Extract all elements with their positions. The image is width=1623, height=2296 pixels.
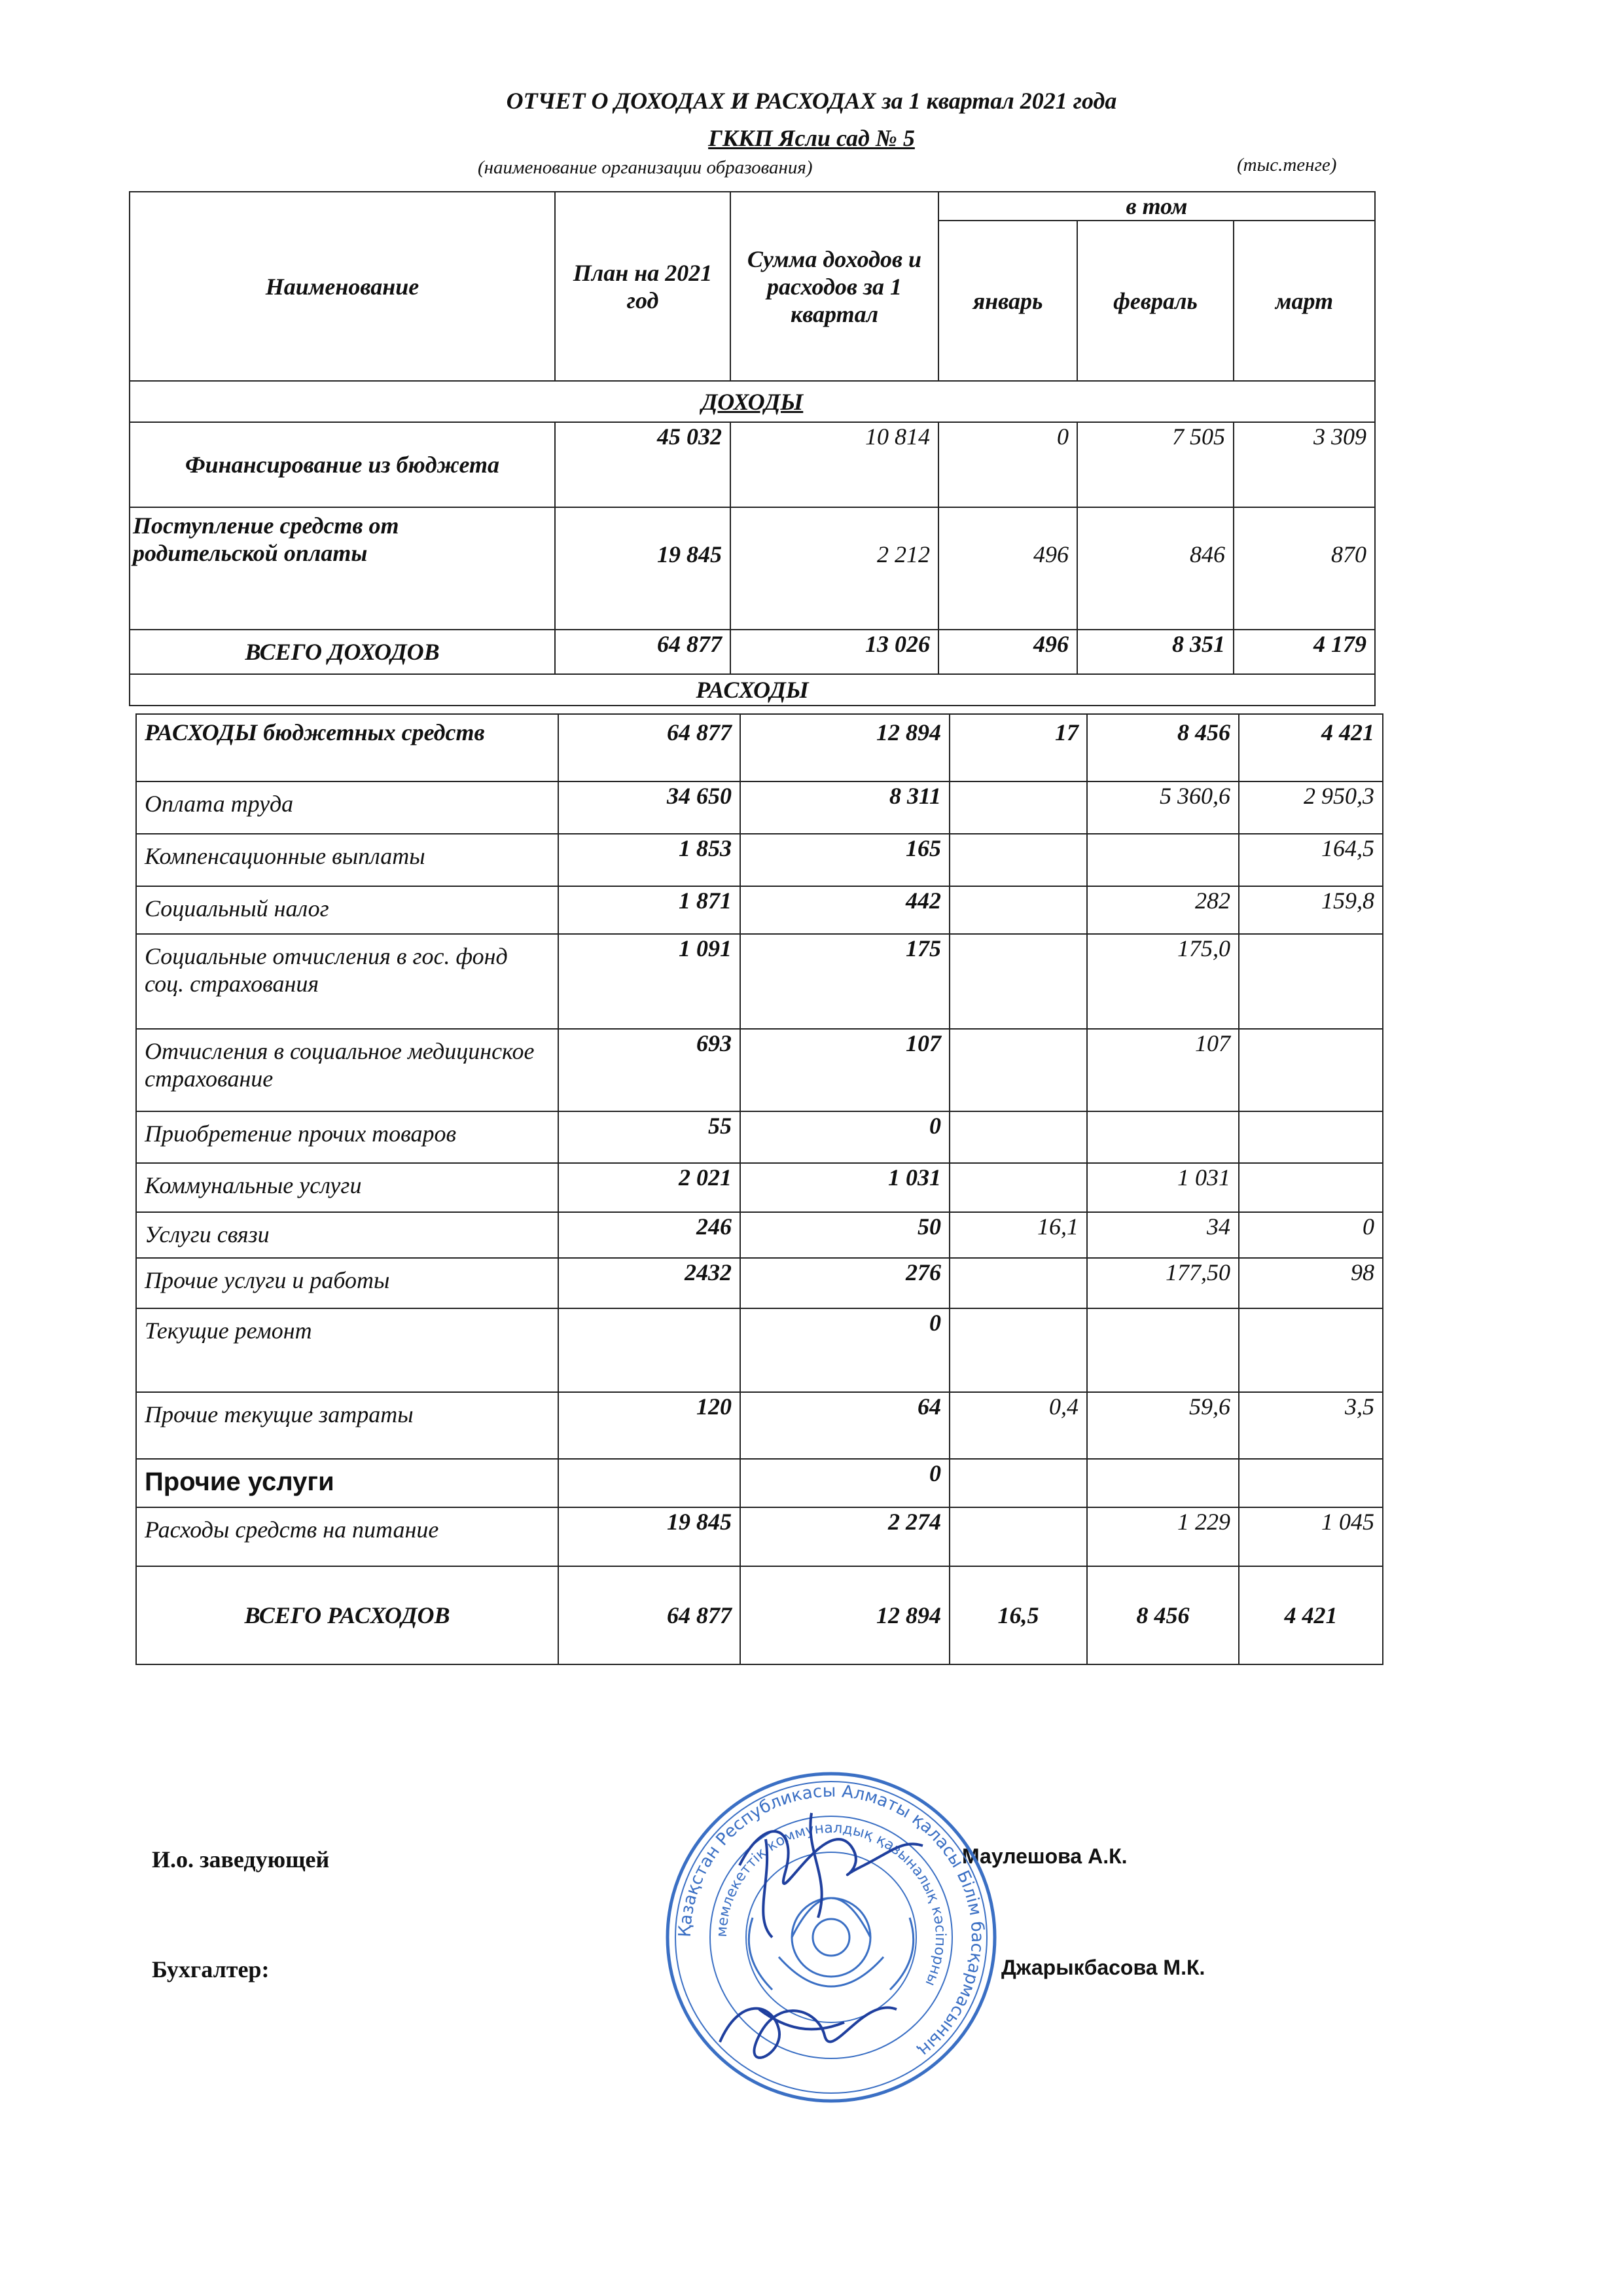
col-header-group: в том [938,192,1375,221]
row-name: Поступление средств от родительской оплаты [130,507,555,630]
income-section-title: ДОХОДЫ [130,381,1375,422]
cell-jan: 17 [950,714,1087,781]
cell-jan [950,886,1087,934]
col-header-jan: январь [938,221,1077,381]
cell-sum: 12 894 [740,714,950,781]
accountant-name: Джарыкбасова М.К. [1001,1956,1205,1979]
table-row [130,507,1375,630]
cell-sum: 2 274 [740,1507,950,1566]
row-name: Компенсационные выплаты [136,834,558,886]
cell-jan [950,1308,1087,1392]
table-row [136,886,1383,934]
units-label: (тыс.тенге) [1237,154,1337,175]
cell-mar [1239,1029,1383,1111]
row-name: Коммунальные услуги [136,1163,558,1212]
cell-sum: 1 031 [740,1163,950,1212]
cell-feb: 8 351 [1077,630,1234,674]
income-table [129,191,1376,706]
cell-plan: 34 650 [558,781,740,834]
cell-sum: 64 [740,1392,950,1459]
cell-plan: 693 [558,1029,740,1111]
cell-sum: 2 212 [730,507,938,630]
cell-feb: 107 [1087,1029,1239,1111]
table-row [136,934,1383,1029]
cell-jan [950,1258,1087,1308]
row-name: Приобретение прочих товаров [136,1111,558,1163]
cell-plan [558,1308,740,1392]
expenses-total-row [136,1566,1383,1664]
cell-feb [1087,1111,1239,1163]
cell-sum: 8 311 [740,781,950,834]
table-row [136,834,1383,886]
cell-feb [1087,834,1239,886]
table-row [136,1507,1383,1566]
expenses-table [135,713,1383,1665]
cell-mar [1239,1163,1383,1212]
cell-feb [1087,1308,1239,1392]
cell-feb: 59,6 [1087,1392,1239,1459]
cell-feb [1087,1459,1239,1507]
stamp-inner-text: мемлекеттік коммуналдық қазыналық кәсіпорны [713,1820,949,1988]
row-name: Социальный налог [136,886,558,934]
col-header-feb: февраль [1077,221,1234,381]
cell-mar: 3,5 [1239,1392,1383,1459]
cell-jan: 0,4 [950,1392,1087,1459]
cell-jan [950,781,1087,834]
row-name: Прочие текущие затраты [136,1392,558,1459]
col-header-mar: март [1234,221,1375,381]
cell-feb: 1 229 [1087,1507,1239,1566]
cell-mar: 1 045 [1239,1507,1383,1566]
cell-plan: 1 853 [558,834,740,886]
row-name: Финансирование из бюджета [130,422,555,507]
row-name: Услуги связи [136,1212,558,1258]
cell-feb: 5 360,6 [1087,781,1239,834]
cell-feb: 8 456 [1087,1566,1239,1664]
cell-jan [950,1507,1087,1566]
official-stamp [661,1761,1001,2114]
head-name: Маулешова А.К. [962,1844,1128,1868]
row-name: ВСЕГО РАСХОДОВ [136,1566,558,1664]
row-name: Социальные отчисления в гос. фонд соц. страхования [136,934,558,1029]
stamp-outer-text: Қазақстан Республикасы Алматы қаласы Білім басқармасының [675,1781,988,2060]
cell-sum: 175 [740,934,950,1029]
cell-plan: 246 [558,1212,740,1258]
cell-jan: 16,5 [950,1566,1087,1664]
row-name: Текущие ремонт [136,1308,558,1392]
cell-plan [558,1459,740,1507]
table-row [136,1029,1383,1111]
cell-mar [1239,1459,1383,1507]
table-row [136,1163,1383,1212]
cell-feb: 177,50 [1087,1258,1239,1308]
row-name: ВСЕГО ДОХОДОВ [130,630,555,674]
cell-feb: 846 [1077,507,1234,630]
row-name: Прочие услуги [136,1459,558,1507]
table-row [136,1111,1383,1163]
cell-feb: 34 [1087,1212,1239,1258]
cell-jan: 496 [938,507,1077,630]
cell-jan [950,934,1087,1029]
cell-sum: 13 026 [730,630,938,674]
cell-jan [950,1163,1087,1212]
cell-mar: 3 309 [1234,422,1375,507]
cell-mar: 4 421 [1239,714,1383,781]
table-row [136,1308,1383,1392]
cell-jan [950,834,1087,886]
table-row [136,714,1383,781]
cell-sum: 0 [740,1308,950,1392]
cell-feb: 8 456 [1087,714,1239,781]
cell-sum: 165 [740,834,950,886]
cell-sum: 0 [740,1459,950,1507]
table-row [136,1459,1383,1507]
expenses-section-title: РАСХОДЫ [130,674,1375,706]
cell-plan: 45 032 [555,422,730,507]
organization-caption: (наименование организации образования) [478,157,813,178]
col-header-sum: Сумма доходов и расходов за 1 квартал [730,192,938,381]
cell-mar: 159,8 [1239,886,1383,934]
row-name: Отчисления в социальное медицинское страхование [136,1029,558,1111]
cell-mar: 4 421 [1239,1566,1383,1664]
table-row [136,781,1383,834]
cell-plan: 64 877 [555,630,730,674]
cell-jan: 496 [938,630,1077,674]
cell-feb: 7 505 [1077,422,1234,507]
cell-mar [1239,934,1383,1029]
cell-mar: 98 [1239,1258,1383,1308]
svg-text:мемлекеттік коммуналдық қазына [714,1820,948,1988]
cell-mar: 2 950,3 [1239,781,1383,834]
cell-mar [1239,1111,1383,1163]
cell-sum: 50 [740,1212,950,1258]
table-row [136,1212,1383,1258]
cell-sum: 276 [740,1258,950,1308]
cell-plan: 1 091 [558,934,740,1029]
cell-plan: 2 021 [558,1163,740,1212]
cell-plan: 120 [558,1392,740,1459]
cell-plan: 64 877 [558,714,740,781]
row-name: Оплата труда [136,781,558,834]
cell-mar: 4 179 [1234,630,1375,674]
cell-sum: 0 [740,1111,950,1163]
row-name: Расходы средств на питание [136,1507,558,1566]
table-row [130,422,1375,507]
handwritten-signatures [720,1813,923,2058]
cell-feb: 1 031 [1087,1163,1239,1212]
col-header-name: Наименование [130,192,555,381]
col-header-plan: План на 2021 год [555,192,730,381]
cell-plan: 19 845 [558,1507,740,1566]
cell-sum: 442 [740,886,950,934]
row-name: Прочие услуги и работы [136,1258,558,1308]
cell-sum: 12 894 [740,1566,950,1664]
cell-sum: 107 [740,1029,950,1111]
cell-sum: 10 814 [730,422,938,507]
cell-mar [1239,1308,1383,1392]
cell-plan: 2432 [558,1258,740,1308]
cell-jan: 0 [938,422,1077,507]
head-role-label: И.о. заведующей [152,1846,330,1873]
table-row [136,1392,1383,1459]
income-total-row [130,630,1375,674]
cell-plan: 1 871 [558,886,740,934]
cell-mar: 164,5 [1239,834,1383,886]
cell-jan: 16,1 [950,1212,1087,1258]
cell-jan [950,1111,1087,1163]
cell-feb: 175,0 [1087,934,1239,1029]
accountant-role-label: Бухгалтер: [152,1956,270,1982]
cell-jan [950,1459,1087,1507]
table-row [136,1258,1383,1308]
organization-name: ГККП Ясли сад № 5 [708,125,915,151]
report-title: ОТЧЕТ О ДОХОДАХ И РАСХОДАХ за 1 квартал 2021 года [506,88,1117,114]
cell-mar: 0 [1239,1212,1383,1258]
cell-jan [950,1029,1087,1111]
cell-feb: 282 [1087,886,1239,934]
cell-plan: 55 [558,1111,740,1163]
cell-plan: 64 877 [558,1566,740,1664]
cell-mar: 870 [1234,507,1375,630]
cell-plan: 19 845 [555,507,730,630]
row-name: РАСХОДЫ бюджетных средств [136,714,558,781]
